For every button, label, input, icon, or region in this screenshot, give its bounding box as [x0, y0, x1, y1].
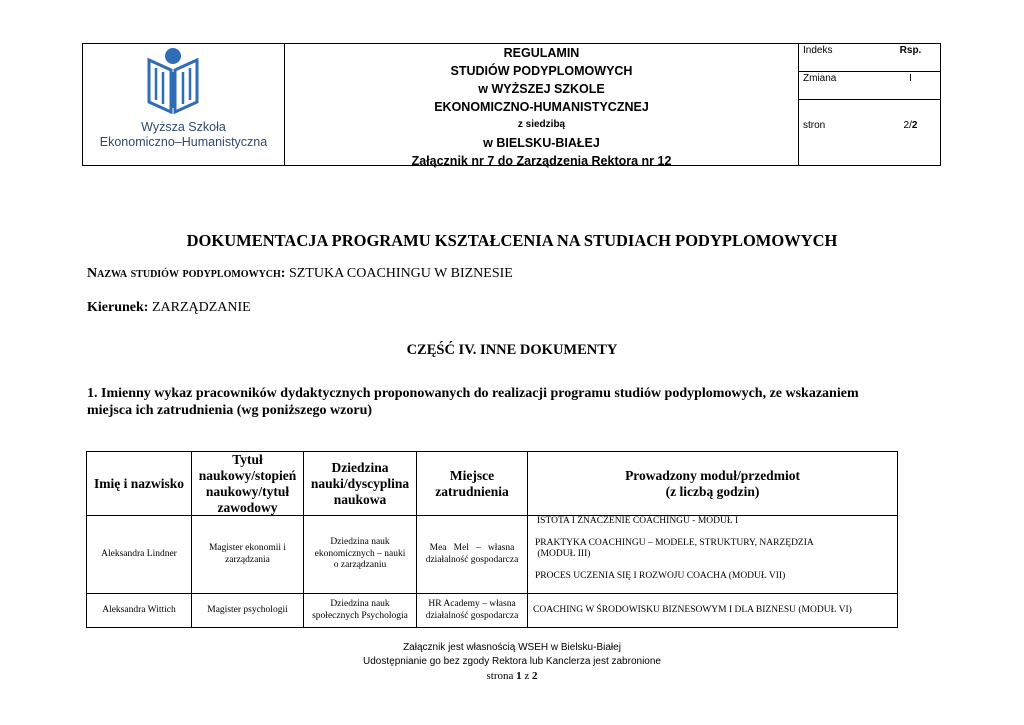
- logo-text-line2: Ekonomiczno–Humanistyczna: [99, 135, 268, 149]
- table-row-2-place: HR Academy – własna działalność gospodarcza: [425, 599, 519, 621]
- meta-value: 2/2: [903, 120, 918, 131]
- kierunek-value: ZARZĄDZANIE: [151, 300, 251, 315]
- page-number: strona 1 z 2: [486, 670, 538, 682]
- table-row-2-name: Aleksandra Wittich: [102, 604, 176, 615]
- header-title-line: Załącznik nr 7 do Zarządzenia Rektora nr 12: [411, 154, 672, 168]
- header-title-line: w WYŻSZEJ SZKOLE: [478, 82, 605, 96]
- school-logo-icon: [143, 46, 223, 114]
- header-meta-block: [799, 44, 940, 165]
- header-title-line: EKONOMICZNO-HUMANISTYCZNEJ: [434, 100, 649, 114]
- table-row-2-title: Magister psychologii: [207, 604, 288, 615]
- footer-line-2: Udostępnianie go bez zgody Rektora lub Kanclerza jest zabronione: [363, 656, 661, 667]
- table-row-1-module-2a: PRAKTYKA COACHINGU – MODELE, STRUKTURY, NARZĘDZIA: [535, 538, 814, 548]
- meta-row-zmiana: [799, 72, 940, 100]
- table-row-2-field: Dziedzina nauk społecznych Psychologia: [312, 599, 408, 621]
- table-row-1-field: Dziedzina nauk ekonomicznych – nauki o zarządzaniu: [314, 537, 406, 571]
- document-header-table: [82, 43, 941, 166]
- col-header-field: Dziedzina nauki/dyscyplina naukowa: [310, 459, 410, 507]
- meta-value: I: [909, 73, 912, 84]
- table-row-1-place: Mea Mel – własna działalność gospodarcza: [425, 543, 519, 565]
- kierunek-label: Kierunek:: [87, 300, 149, 315]
- meta-label: stron: [803, 120, 826, 131]
- paragraph-line: miejsca ich zatrudnienia (wg poniższego wzoru): [87, 403, 373, 418]
- logo-text-line1: Wyższa Szkoła: [141, 120, 226, 134]
- section-paragraph: [87, 385, 939, 419]
- header-title-line: w BIELSKU-BIAŁEJ: [483, 136, 600, 150]
- header-title-block: [285, 44, 799, 168]
- col-header-name: Imię i nazwisko: [93, 475, 184, 491]
- kierunek-line: [87, 300, 251, 316]
- table-row-1-module-2b: (MODUŁ III): [535, 549, 591, 559]
- table-row-1-module-1: ISTOTA I ZNACZENIE COACHINGU - MODUŁ I: [537, 516, 739, 526]
- col-header-module: Prowadzony moduł/przedmiot (z liczbą godzin): [625, 467, 800, 499]
- header-title-line: STUDIÓW PODYPLOMOWYCH: [450, 64, 633, 78]
- meta-row-stron: [799, 100, 940, 165]
- program-name-label: Nazwa studiów podyplomowych:: [87, 266, 286, 281]
- section-title: CZĘŚĆ IV. INNE DOKUMENTY: [406, 342, 618, 358]
- meta-row-indeks: [799, 44, 940, 72]
- footer-line-1: Załącznik jest własnością WSEH w Bielsku-Białej: [403, 642, 621, 653]
- table-row-1-module-3: PROCES UCZENIA SIĘ I ROZWOJU COACHA (MODUŁ VII): [535, 571, 786, 581]
- staff-table: [86, 451, 898, 628]
- table-row-1-title: Magister ekonomii i zarządzania: [208, 543, 287, 565]
- col-header-title: Tytuł naukowy/stopień naukowy/tytuł zawodowy: [198, 451, 297, 515]
- school-logo: [83, 44, 285, 165]
- main-title: DOKUMENTACJA PROGRAMU KSZTAŁCENIA NA STUDIACH PODYPLOMOWYCH: [186, 231, 838, 250]
- header-title-line: REGULAMIN: [503, 46, 580, 60]
- header-title-line: z siedzibą: [517, 119, 566, 130]
- program-name-line: [87, 266, 513, 282]
- paragraph-line: 1. Imienny wykaz pracowników dydaktycznych proponowanych do realizacji programu studiów podyplomowych, ze wskazaniem: [87, 386, 859, 401]
- col-header-place: Miejsce zatrudnienia: [435, 467, 509, 499]
- table-row-1-name: Aleksandra Lindner: [101, 548, 177, 559]
- meta-label: Indeks: [803, 45, 833, 56]
- program-name-value: SZTUKA COACHINGU W BIZNESIE: [288, 266, 513, 281]
- meta-label: Zmiana: [803, 73, 837, 84]
- table-row-2-module-1: COACHING W ŚRODOWISKU BIZNESOWYM I DLA BIZNESU (MODUŁ VI): [533, 605, 852, 615]
- meta-value: Rsp.: [899, 45, 922, 56]
